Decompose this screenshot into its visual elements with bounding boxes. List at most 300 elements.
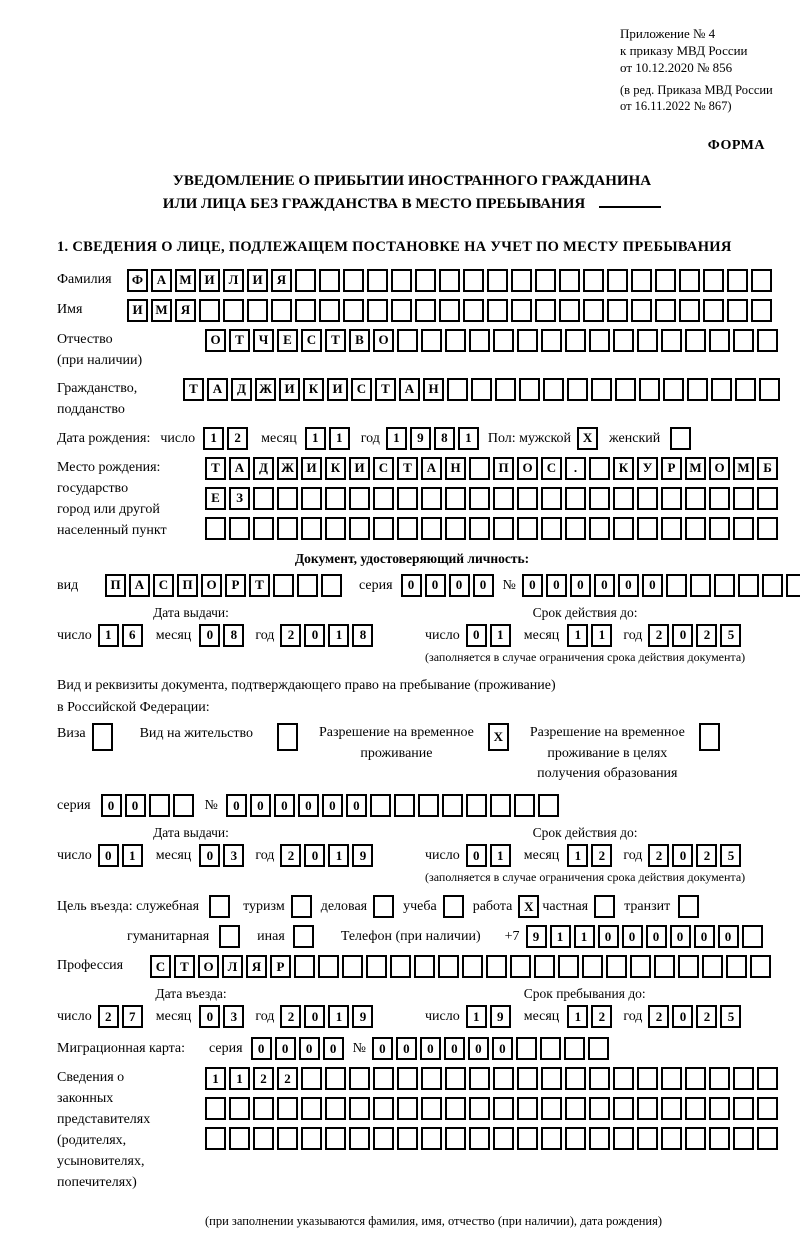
char-cell[interactable]	[709, 517, 730, 540]
char-cell[interactable]: 0	[125, 794, 146, 817]
char-cell[interactable]: 1	[458, 427, 479, 450]
char-cell[interactable]	[92, 723, 113, 751]
char-cell[interactable]	[442, 794, 463, 817]
char-cell[interactable]: Н	[445, 457, 466, 480]
char-cell[interactable]	[445, 329, 466, 352]
char-cell[interactable]	[421, 329, 442, 352]
char-cell[interactable]	[631, 269, 652, 292]
char-cell[interactable]: 0	[226, 794, 247, 817]
char-cell[interactable]	[295, 269, 316, 292]
char-cell[interactable]: 2	[280, 624, 301, 647]
char-cell[interactable]: А	[129, 574, 150, 597]
char-cell[interactable]: 2	[280, 1005, 301, 1028]
char-cell[interactable]: X	[577, 427, 598, 450]
char-cell[interactable]: 0	[396, 1037, 417, 1060]
char-cell[interactable]: Д	[253, 457, 274, 480]
char-cell[interactable]	[661, 1127, 682, 1150]
char-cell[interactable]	[613, 1067, 634, 1090]
char-cell[interactable]: С	[150, 955, 171, 978]
char-cell[interactable]	[253, 487, 274, 510]
char-cell[interactable]	[589, 1127, 610, 1150]
char-cell[interactable]: 0	[522, 574, 543, 597]
char-cell[interactable]: Т	[229, 329, 250, 352]
char-cell[interactable]	[149, 794, 170, 817]
char-cell[interactable]	[517, 1097, 538, 1120]
char-cell[interactable]: 2	[696, 844, 717, 867]
char-cell[interactable]	[559, 299, 580, 322]
char-cell[interactable]	[415, 269, 436, 292]
char-cell[interactable]: А	[207, 378, 228, 401]
char-cell[interactable]: 0	[618, 574, 639, 597]
char-cell[interactable]	[613, 517, 634, 540]
char-cell[interactable]	[493, 1067, 514, 1090]
char-cell[interactable]	[637, 517, 658, 540]
char-cell[interactable]: 0	[622, 925, 643, 948]
char-cell[interactable]	[613, 1127, 634, 1150]
char-cell[interactable]	[397, 1097, 418, 1120]
char-cell[interactable]	[397, 1127, 418, 1150]
char-cell[interactable]	[594, 895, 615, 918]
char-cell[interactable]: 0	[672, 624, 693, 647]
char-cell[interactable]	[709, 1127, 730, 1150]
char-cell[interactable]: 1	[386, 427, 407, 450]
char-cell[interactable]	[687, 378, 708, 401]
char-cell[interactable]	[582, 955, 603, 978]
char-cell[interactable]: 0	[425, 574, 446, 597]
char-cell[interactable]: 9	[352, 1005, 373, 1028]
char-cell[interactable]	[349, 1097, 370, 1120]
char-cell[interactable]: Ф	[127, 269, 148, 292]
char-cell[interactable]	[469, 1097, 490, 1120]
char-cell[interactable]: 0	[444, 1037, 465, 1060]
char-cell[interactable]: И	[279, 378, 300, 401]
char-cell[interactable]: П	[493, 457, 514, 480]
char-cell[interactable]: К	[303, 378, 324, 401]
char-cell[interactable]	[291, 895, 312, 918]
char-cell[interactable]: 0	[98, 844, 119, 867]
char-cell[interactable]	[325, 1097, 346, 1120]
char-cell[interactable]	[466, 794, 487, 817]
char-cell[interactable]: 1	[328, 1005, 349, 1028]
char-cell[interactable]: 0	[299, 1037, 320, 1060]
char-cell[interactable]	[301, 517, 322, 540]
char-cell[interactable]: Я	[271, 269, 292, 292]
char-cell[interactable]	[589, 1097, 610, 1120]
char-cell[interactable]	[709, 329, 730, 352]
char-cell[interactable]	[495, 378, 516, 401]
char-cell[interactable]	[205, 517, 226, 540]
char-cell[interactable]: Л	[222, 955, 243, 978]
char-cell[interactable]	[661, 329, 682, 352]
char-cell[interactable]	[445, 487, 466, 510]
char-cell[interactable]	[349, 517, 370, 540]
char-cell[interactable]	[757, 1097, 778, 1120]
char-cell[interactable]: 0	[275, 1037, 296, 1060]
char-cell[interactable]	[589, 457, 610, 480]
char-cell[interactable]	[487, 269, 508, 292]
char-cell[interactable]: 5	[720, 844, 741, 867]
char-cell[interactable]: 2	[591, 1005, 612, 1028]
char-cell[interactable]: 0	[346, 794, 367, 817]
char-cell[interactable]: И	[327, 378, 348, 401]
char-cell[interactable]	[343, 269, 364, 292]
char-cell[interactable]	[438, 955, 459, 978]
char-cell[interactable]	[517, 487, 538, 510]
char-cell[interactable]	[759, 378, 780, 401]
char-cell[interactable]	[493, 487, 514, 510]
char-cell[interactable]: 0	[598, 925, 619, 948]
char-cell[interactable]: И	[127, 299, 148, 322]
char-cell[interactable]	[541, 1097, 562, 1120]
char-cell[interactable]: П	[177, 574, 198, 597]
char-cell[interactable]: 7	[122, 1005, 143, 1028]
char-cell[interactable]: 2	[227, 427, 248, 450]
char-cell[interactable]	[421, 1127, 442, 1150]
char-cell[interactable]: 0	[646, 925, 667, 948]
char-cell[interactable]	[421, 487, 442, 510]
char-cell[interactable]: 0	[274, 794, 295, 817]
char-cell[interactable]	[391, 269, 412, 292]
char-cell[interactable]	[757, 329, 778, 352]
char-cell[interactable]: Т	[325, 329, 346, 352]
char-cell[interactable]	[421, 1097, 442, 1120]
char-cell[interactable]: С	[153, 574, 174, 597]
char-cell[interactable]	[535, 269, 556, 292]
char-cell[interactable]: 9	[410, 427, 431, 450]
char-cell[interactable]	[273, 574, 294, 597]
char-cell[interactable]: С	[541, 457, 562, 480]
char-cell[interactable]	[735, 378, 756, 401]
char-cell[interactable]	[591, 378, 612, 401]
char-cell[interactable]	[445, 1097, 466, 1120]
char-cell[interactable]: 1	[229, 1067, 250, 1090]
char-cell[interactable]: Е	[277, 329, 298, 352]
char-cell[interactable]	[565, 1097, 586, 1120]
char-cell[interactable]: Ж	[255, 378, 276, 401]
char-cell[interactable]: 0	[449, 574, 470, 597]
char-cell[interactable]	[447, 378, 468, 401]
char-cell[interactable]	[733, 517, 754, 540]
char-cell[interactable]	[277, 723, 298, 751]
char-cell[interactable]: 6	[122, 624, 143, 647]
char-cell[interactable]: У	[637, 457, 658, 480]
char-cell[interactable]: 8	[352, 624, 373, 647]
char-cell[interactable]	[301, 1127, 322, 1150]
char-cell[interactable]	[727, 269, 748, 292]
char-cell[interactable]: 0	[101, 794, 122, 817]
char-cell[interactable]: А	[421, 457, 442, 480]
char-cell[interactable]: 1	[328, 624, 349, 647]
char-cell[interactable]	[462, 955, 483, 978]
char-cell[interactable]	[565, 1067, 586, 1090]
char-cell[interactable]	[373, 487, 394, 510]
char-cell[interactable]	[685, 517, 706, 540]
char-cell[interactable]: И	[301, 457, 322, 480]
char-cell[interactable]: 0	[466, 624, 487, 647]
char-cell[interactable]: 2	[98, 1005, 119, 1028]
char-cell[interactable]	[319, 269, 340, 292]
char-cell[interactable]	[541, 517, 562, 540]
char-cell[interactable]	[757, 1127, 778, 1150]
char-cell[interactable]: 0	[492, 1037, 513, 1060]
char-cell[interactable]	[493, 1127, 514, 1150]
char-cell[interactable]	[517, 1067, 538, 1090]
char-cell[interactable]	[564, 1037, 585, 1060]
char-cell[interactable]	[535, 299, 556, 322]
char-cell[interactable]: 2	[648, 844, 669, 867]
char-cell[interactable]	[414, 955, 435, 978]
char-cell[interactable]	[519, 378, 540, 401]
char-cell[interactable]	[319, 299, 340, 322]
char-cell[interactable]	[173, 794, 194, 817]
char-cell[interactable]: 0	[250, 794, 271, 817]
char-cell[interactable]: 0	[546, 574, 567, 597]
char-cell[interactable]	[541, 1127, 562, 1150]
char-cell[interactable]: Н	[423, 378, 444, 401]
char-cell[interactable]: А	[151, 269, 172, 292]
char-cell[interactable]: 1	[490, 844, 511, 867]
char-cell[interactable]	[559, 269, 580, 292]
char-cell[interactable]: 1	[329, 427, 350, 450]
char-cell[interactable]	[714, 574, 735, 597]
char-cell[interactable]: К	[613, 457, 634, 480]
char-cell[interactable]	[390, 955, 411, 978]
char-cell[interactable]: С	[351, 378, 372, 401]
char-cell[interactable]	[589, 487, 610, 510]
char-cell[interactable]	[205, 1127, 226, 1150]
char-cell[interactable]	[738, 574, 759, 597]
char-cell[interactable]	[733, 1127, 754, 1150]
char-cell[interactable]: Т	[249, 574, 270, 597]
char-cell[interactable]	[750, 955, 771, 978]
char-cell[interactable]	[318, 955, 339, 978]
char-cell[interactable]	[678, 955, 699, 978]
char-cell[interactable]	[294, 955, 315, 978]
char-cell[interactable]	[439, 299, 460, 322]
char-cell[interactable]: Т	[205, 457, 226, 480]
char-cell[interactable]	[229, 1127, 250, 1150]
char-cell[interactable]	[685, 329, 706, 352]
char-cell[interactable]	[370, 794, 391, 817]
char-cell[interactable]	[439, 269, 460, 292]
char-cell[interactable]	[469, 1127, 490, 1150]
char-cell[interactable]	[223, 299, 244, 322]
char-cell[interactable]: 0	[473, 574, 494, 597]
char-cell[interactable]	[391, 299, 412, 322]
char-cell[interactable]	[709, 1097, 730, 1120]
char-cell[interactable]	[301, 1067, 322, 1090]
char-cell[interactable]: 8	[223, 624, 244, 647]
char-cell[interactable]	[277, 487, 298, 510]
char-cell[interactable]: 2	[277, 1067, 298, 1090]
char-cell[interactable]	[394, 794, 415, 817]
char-cell[interactable]	[733, 487, 754, 510]
char-cell[interactable]: 0	[372, 1037, 393, 1060]
char-cell[interactable]	[490, 794, 511, 817]
char-cell[interactable]	[510, 955, 531, 978]
char-cell[interactable]: 0	[304, 1005, 325, 1028]
char-cell[interactable]: 2	[648, 1005, 669, 1028]
char-cell[interactable]	[703, 299, 724, 322]
char-cell[interactable]: 1	[122, 844, 143, 867]
char-cell[interactable]	[469, 1067, 490, 1090]
char-cell[interactable]	[367, 299, 388, 322]
char-cell[interactable]	[541, 487, 562, 510]
char-cell[interactable]: 5	[720, 624, 741, 647]
char-cell[interactable]	[702, 955, 723, 978]
char-cell[interactable]: 0	[199, 624, 220, 647]
char-cell[interactable]	[209, 895, 230, 918]
char-cell[interactable]	[511, 299, 532, 322]
char-cell[interactable]: 0	[570, 574, 591, 597]
char-cell[interactable]	[567, 378, 588, 401]
char-cell[interactable]	[421, 1067, 442, 1090]
char-cell[interactable]: М	[151, 299, 172, 322]
char-cell[interactable]	[663, 378, 684, 401]
char-cell[interactable]	[277, 1127, 298, 1150]
char-cell[interactable]: Ч	[253, 329, 274, 352]
char-cell[interactable]: Т	[397, 457, 418, 480]
char-cell[interactable]: А	[229, 457, 250, 480]
char-cell[interactable]	[637, 1127, 658, 1150]
char-cell[interactable]	[685, 1097, 706, 1120]
char-cell[interactable]: 3	[223, 844, 244, 867]
char-cell[interactable]	[349, 1067, 370, 1090]
char-cell[interactable]: М	[175, 269, 196, 292]
char-cell[interactable]	[709, 1067, 730, 1090]
char-cell[interactable]: 0	[401, 574, 422, 597]
char-cell[interactable]	[583, 269, 604, 292]
char-cell[interactable]	[588, 1037, 609, 1060]
char-cell[interactable]	[679, 299, 700, 322]
char-cell[interactable]	[543, 378, 564, 401]
char-cell[interactable]	[655, 299, 676, 322]
char-cell[interactable]	[297, 574, 318, 597]
char-cell[interactable]	[517, 329, 538, 352]
char-cell[interactable]: Д	[231, 378, 252, 401]
char-cell[interactable]	[685, 1127, 706, 1150]
char-cell[interactable]: 0	[672, 1005, 693, 1028]
char-cell[interactable]	[583, 299, 604, 322]
char-cell[interactable]	[631, 299, 652, 322]
char-cell[interactable]: 1	[567, 1005, 588, 1028]
char-cell[interactable]	[606, 955, 627, 978]
char-cell[interactable]: 3	[223, 1005, 244, 1028]
char-cell[interactable]: 2	[280, 844, 301, 867]
char-cell[interactable]	[514, 794, 535, 817]
char-cell[interactable]	[373, 517, 394, 540]
char-cell[interactable]	[751, 269, 772, 292]
char-cell[interactable]: Р	[225, 574, 246, 597]
char-cell[interactable]: 2	[591, 844, 612, 867]
char-cell[interactable]: 9	[526, 925, 547, 948]
char-cell[interactable]	[685, 487, 706, 510]
char-cell[interactable]	[637, 329, 658, 352]
char-cell[interactable]	[421, 517, 442, 540]
char-cell[interactable]	[709, 487, 730, 510]
char-cell[interactable]	[493, 1097, 514, 1120]
char-cell[interactable]	[639, 378, 660, 401]
char-cell[interactable]: Л	[223, 269, 244, 292]
char-cell[interactable]	[541, 1067, 562, 1090]
char-cell[interactable]: X	[518, 895, 539, 918]
char-cell[interactable]	[558, 955, 579, 978]
char-cell[interactable]	[637, 487, 658, 510]
char-cell[interactable]: 0	[670, 925, 691, 948]
char-cell[interactable]: Т	[183, 378, 204, 401]
char-cell[interactable]	[516, 1037, 537, 1060]
char-cell[interactable]: Р	[661, 457, 682, 480]
char-cell[interactable]: 1	[567, 844, 588, 867]
char-cell[interactable]: 2	[648, 624, 669, 647]
char-cell[interactable]	[367, 269, 388, 292]
char-cell[interactable]	[277, 1097, 298, 1120]
char-cell[interactable]: З	[229, 487, 250, 510]
char-cell[interactable]	[199, 299, 220, 322]
char-cell[interactable]	[469, 487, 490, 510]
char-cell[interactable]	[703, 269, 724, 292]
char-cell[interactable]: 0	[466, 844, 487, 867]
char-cell[interactable]	[471, 378, 492, 401]
char-cell[interactable]	[630, 955, 651, 978]
char-cell[interactable]	[342, 955, 363, 978]
char-cell[interactable]	[762, 574, 783, 597]
char-cell[interactable]: 2	[696, 624, 717, 647]
char-cell[interactable]	[565, 329, 586, 352]
char-cell[interactable]	[655, 269, 676, 292]
char-cell[interactable]	[271, 299, 292, 322]
char-cell[interactable]	[373, 1127, 394, 1150]
char-cell[interactable]	[445, 1067, 466, 1090]
char-cell[interactable]: 2	[253, 1067, 274, 1090]
char-cell[interactable]	[757, 1067, 778, 1090]
char-cell[interactable]: К	[325, 457, 346, 480]
char-cell[interactable]	[678, 895, 699, 918]
char-cell[interactable]	[253, 517, 274, 540]
char-cell[interactable]: 0	[323, 1037, 344, 1060]
char-cell[interactable]: 0	[322, 794, 343, 817]
char-cell[interactable]	[538, 794, 559, 817]
char-cell[interactable]: Т	[375, 378, 396, 401]
char-cell[interactable]: 0	[468, 1037, 489, 1060]
char-cell[interactable]: 9	[352, 844, 373, 867]
char-cell[interactable]: П	[105, 574, 126, 597]
char-cell[interactable]	[469, 457, 490, 480]
char-cell[interactable]	[589, 1067, 610, 1090]
char-cell[interactable]: 1	[567, 624, 588, 647]
char-cell[interactable]: О	[709, 457, 730, 480]
char-cell[interactable]	[733, 1067, 754, 1090]
char-cell[interactable]	[690, 574, 711, 597]
char-cell[interactable]	[733, 1097, 754, 1120]
char-cell[interactable]	[397, 487, 418, 510]
char-cell[interactable]	[757, 487, 778, 510]
char-cell[interactable]: Я	[175, 299, 196, 322]
char-cell[interactable]	[726, 955, 747, 978]
char-cell[interactable]: Ж	[277, 457, 298, 480]
char-cell[interactable]: Б	[757, 457, 778, 480]
char-cell[interactable]	[418, 794, 439, 817]
char-cell[interactable]	[247, 299, 268, 322]
char-cell[interactable]: X	[488, 723, 509, 751]
char-cell[interactable]	[463, 299, 484, 322]
char-cell[interactable]: 8	[434, 427, 455, 450]
char-cell[interactable]: И	[349, 457, 370, 480]
char-cell[interactable]: 1	[305, 427, 326, 450]
char-cell[interactable]: 1	[466, 1005, 487, 1028]
char-cell[interactable]: 0	[298, 794, 319, 817]
char-cell[interactable]	[325, 517, 346, 540]
